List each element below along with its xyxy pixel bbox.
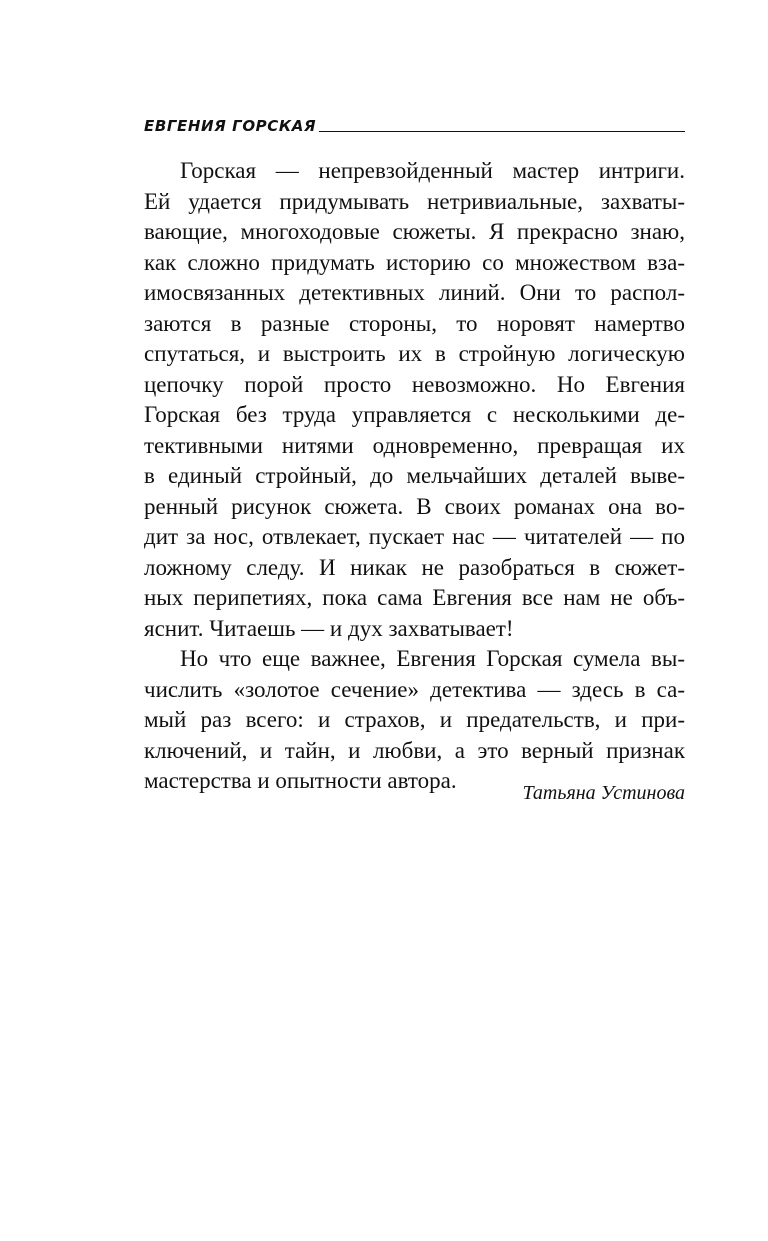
text-line: Но что еще важнее, Евгения Горская сумела вы- bbox=[180, 646, 685, 671]
text-line: дит за нос, отвлекает, пускает нас — читателей — по bbox=[144, 524, 685, 549]
text-line: яснит. Читаешь — и дух захватывает! bbox=[144, 615, 514, 641]
text-line: Ей удается придумывать нетривиальные, захваты- bbox=[144, 188, 685, 214]
paragraph bbox=[144, 644, 685, 797]
running-header bbox=[144, 117, 685, 135]
header-rule bbox=[319, 131, 685, 132]
text-line: Горская без труда управляется с несколькими де- bbox=[144, 402, 685, 427]
text-line: в единый стройный, до мельчайших деталей выве- bbox=[144, 463, 685, 488]
text-line: мый раз всего: и страхов, и предательств, и при- bbox=[144, 707, 685, 732]
text-line: цепочку порой просто невозможно. Но Евгения bbox=[144, 371, 685, 397]
paragraph bbox=[144, 156, 685, 644]
text-line: имосвязанных детективных линий. Они то распол- bbox=[144, 280, 685, 305]
text-line: тективными нитями одновременно, превращая их bbox=[144, 432, 685, 458]
text-line: ключений, и тайн, и любви, а это верный признак bbox=[144, 737, 685, 763]
text-line: ренный рисунок сюжета. В своих романах она во- bbox=[144, 493, 685, 519]
text-line: ных перипетиях, пока сама Евгения все нам не объ- bbox=[144, 585, 685, 610]
text-line: как сложно придумать историю со множеством вза- bbox=[144, 249, 685, 275]
body-text bbox=[144, 156, 685, 797]
text-line: ложному следу. И никак не разобраться в сюжет- bbox=[144, 554, 685, 580]
signature: Татьяна Устинова bbox=[522, 782, 685, 804]
text-line: Горская — непревзойденный мастер интриги. bbox=[180, 158, 685, 183]
text-line: мастерства и опытности автора. bbox=[144, 768, 457, 793]
text-line: вающие, многоходовые сюжеты. Я прекрасно знаю, bbox=[144, 219, 685, 244]
text-line: спутаться, и выстроить их в стройную логическую bbox=[144, 341, 685, 366]
text-line: заются в разные стороны, то норовят намертво bbox=[144, 310, 685, 336]
header-author-name: ЕВГЕНИЯ ГОРСКАЯ bbox=[144, 117, 317, 135]
text-line: числить «золотое сечение» детектива — здесь в са- bbox=[144, 676, 685, 702]
